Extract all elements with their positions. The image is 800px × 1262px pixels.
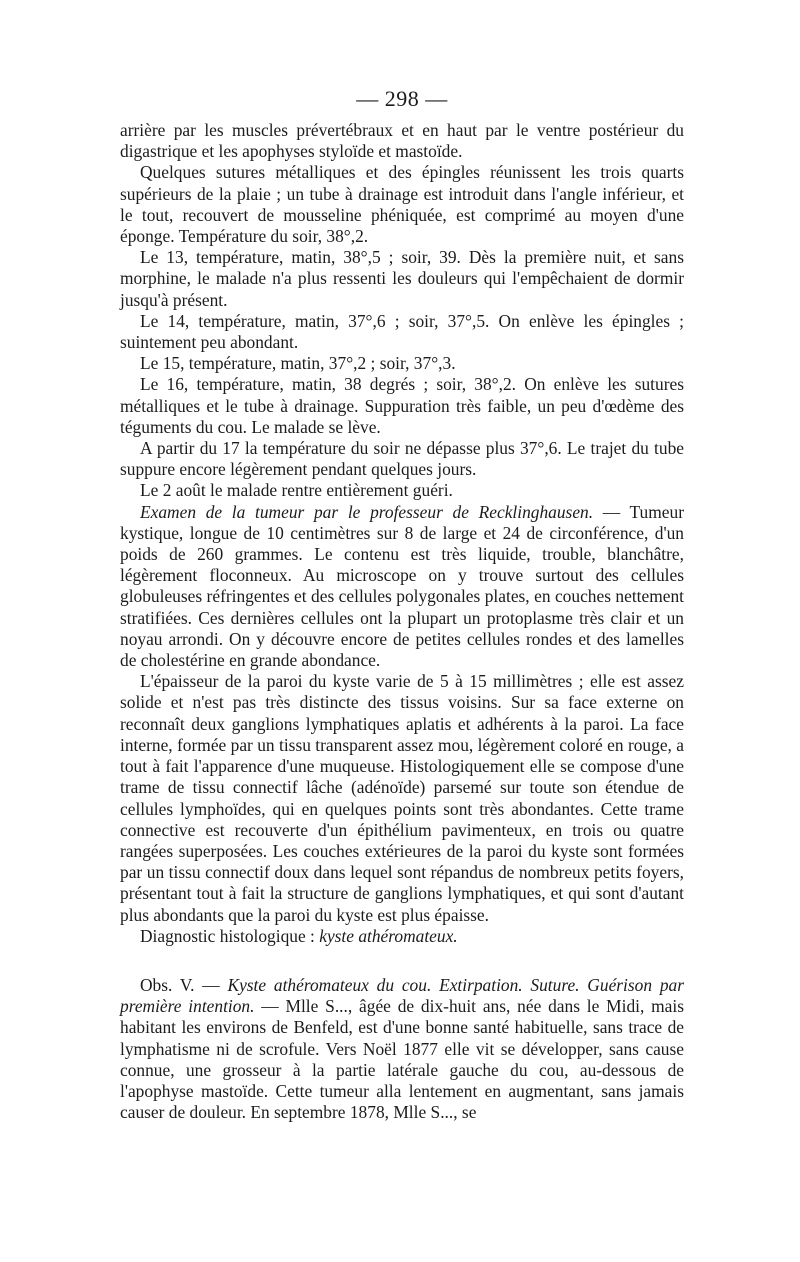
document-page — [120, 84, 684, 1123]
paragraph-day-14 — [120, 311, 684, 353]
page-number: — 298 — — [356, 86, 448, 111]
paragraph-1 — [120, 120, 684, 162]
paragraph-day-17 — [120, 438, 684, 480]
paragraph-day-15-text: Le 15, température, matin, 37°,2 ; soir, 37°,3. — [140, 353, 456, 374]
examen-text: — Tumeur kystique, longue de 10 centimètres sur 8 de large et 24 de circonférence, d'un poids de 260 grammes. Le contenu est très liquide, trouble, blanchâtre, légèrement floconneux. Au microscope on y trouve surtout des cellules globuleuses réfringentes et des cellules polygonales plates, en couches nettement stratifiées. Ces dernières cellules ont la plupart un protoplasme très clair et un noyau arrondi. On y découvre encore de petites cellules rondes et des lamelles de cholestérine en grande abondance. — [120, 501, 684, 671]
paragraph-day-15 — [120, 353, 684, 374]
paragraph-diagnostic — [120, 926, 684, 947]
paragraph-1-text: arrière par les muscles prévertébraux et en haut par le ventre postérieur du digastrique et les apophyses styloïde et mastoïde. — [120, 120, 684, 162]
paragraph-day-16 — [120, 374, 684, 438]
paragraph-epaisseur — [120, 671, 684, 925]
paragraph-epaisseur-text: L'épaisseur de la paroi du kyste varie de 5 à 15 millimètres ; elle est assez solide et n'est pas très distincte des tissus voisins. Sur sa face externe on reconnaît deux ganglions lymphatiques aplatis et adhérents à la paroi. La face interne, formée par un tissu transparent assez mou, légèrement coloré en rouge, a tout à fait l'apparence d'une muqueuse. Histologiquement elle se compose d'une trame de tissu connectif lâche (adénoïde) parsemé sur toute son étendue de cellules lymphoïdes, qui en quelques points sont très abondantes. Cette trame connective est recouverte d'un épithélium pavimenteux, en trois ou quatre rangées superposées. Les couches extérieures de la paroi du kyste sont formées par un tissu connectif doux dans lequel sont répandus de nombreux petits foyers, présentant tout à fait la structure de ganglions lymphatiques, et qui sont d'autant plus abondants que la paroi du kyste est plus épaisse. — [120, 671, 684, 925]
observation-text: — Mlle S..., âgée de dix-huit ans, née dans le Midi, mais habitant les environs de Benfeld, est d'une bonne santé habituelle, sans trace de lymphatisme ni de scrofule. Vers Noël 1877 elle vit se développer, sans cause connue, une grosseur à la partie latérale gauche du cou, au-dessous de l'apophyse mastoïde. Cette tumeur alla lentement en augmentant, sans jamais causer de douleur. En septembre 1878, Mlle S..., se — [120, 996, 684, 1123]
paragraph-examen — [120, 502, 684, 672]
paragraph-august — [120, 480, 684, 501]
paragraph-day-13 — [120, 247, 684, 311]
paragraph-sutures — [120, 162, 684, 247]
observation-label: Obs. V. — — [140, 974, 228, 995]
paragraph-day-14-text: Le 14, température, matin, 37°,6 ; soir, 37°,5. On enlève les épingles ; suintement peu abondant. — [120, 310, 684, 353]
paragraph-sutures-text: Quelques sutures métalliques et des épingles réunissent les trois quarts supérieurs de la plaie ; un tube à drainage est introduit dans l'angle inférieur, et le tout, recouvert de mousseline phéniquée, est comprimé au moyen d'une éponge. Température du soir, 38°,2. — [120, 162, 684, 247]
observation-paragraph — [120, 975, 684, 1123]
paragraph-august-text: Le 2 août le malade rentre entièrement guéri. — [140, 480, 453, 501]
paragraph-day-13-text: Le 13, température, matin, 38°,5 ; soir, 39. Dès la première nuit, et sans morphine, le malade n'a plus ressenti les douleurs qui l'empêchaient de dormir jusqu'à présent. — [120, 247, 684, 310]
observation-title: Kyste athéromateux du cou. Extirpation. Suture. Guérison par première intention. — [120, 974, 684, 1017]
paragraph-day-17-text: A partir du 17 la température du soir ne dépasse plus 37°,6. Le trajet du tube suppure encore légèrement pendant quelques jours. — [120, 438, 684, 480]
diagnostic-value: kyste athéromateux. — [319, 925, 458, 946]
diagnostic-label: Diagnostic histologique : — [140, 925, 320, 946]
paragraph-day-16-text: Le 16, température, matin, 38 degrés ; soir, 38°,2. On enlève les sutures métalliques et le tube à drainage. Suppuration très faible, un peu d'œdème des téguments du cou. Le malade se lève. — [120, 374, 684, 437]
examen-heading: Examen de la tumeur par le professeur de Recklinghausen. — [140, 501, 594, 522]
